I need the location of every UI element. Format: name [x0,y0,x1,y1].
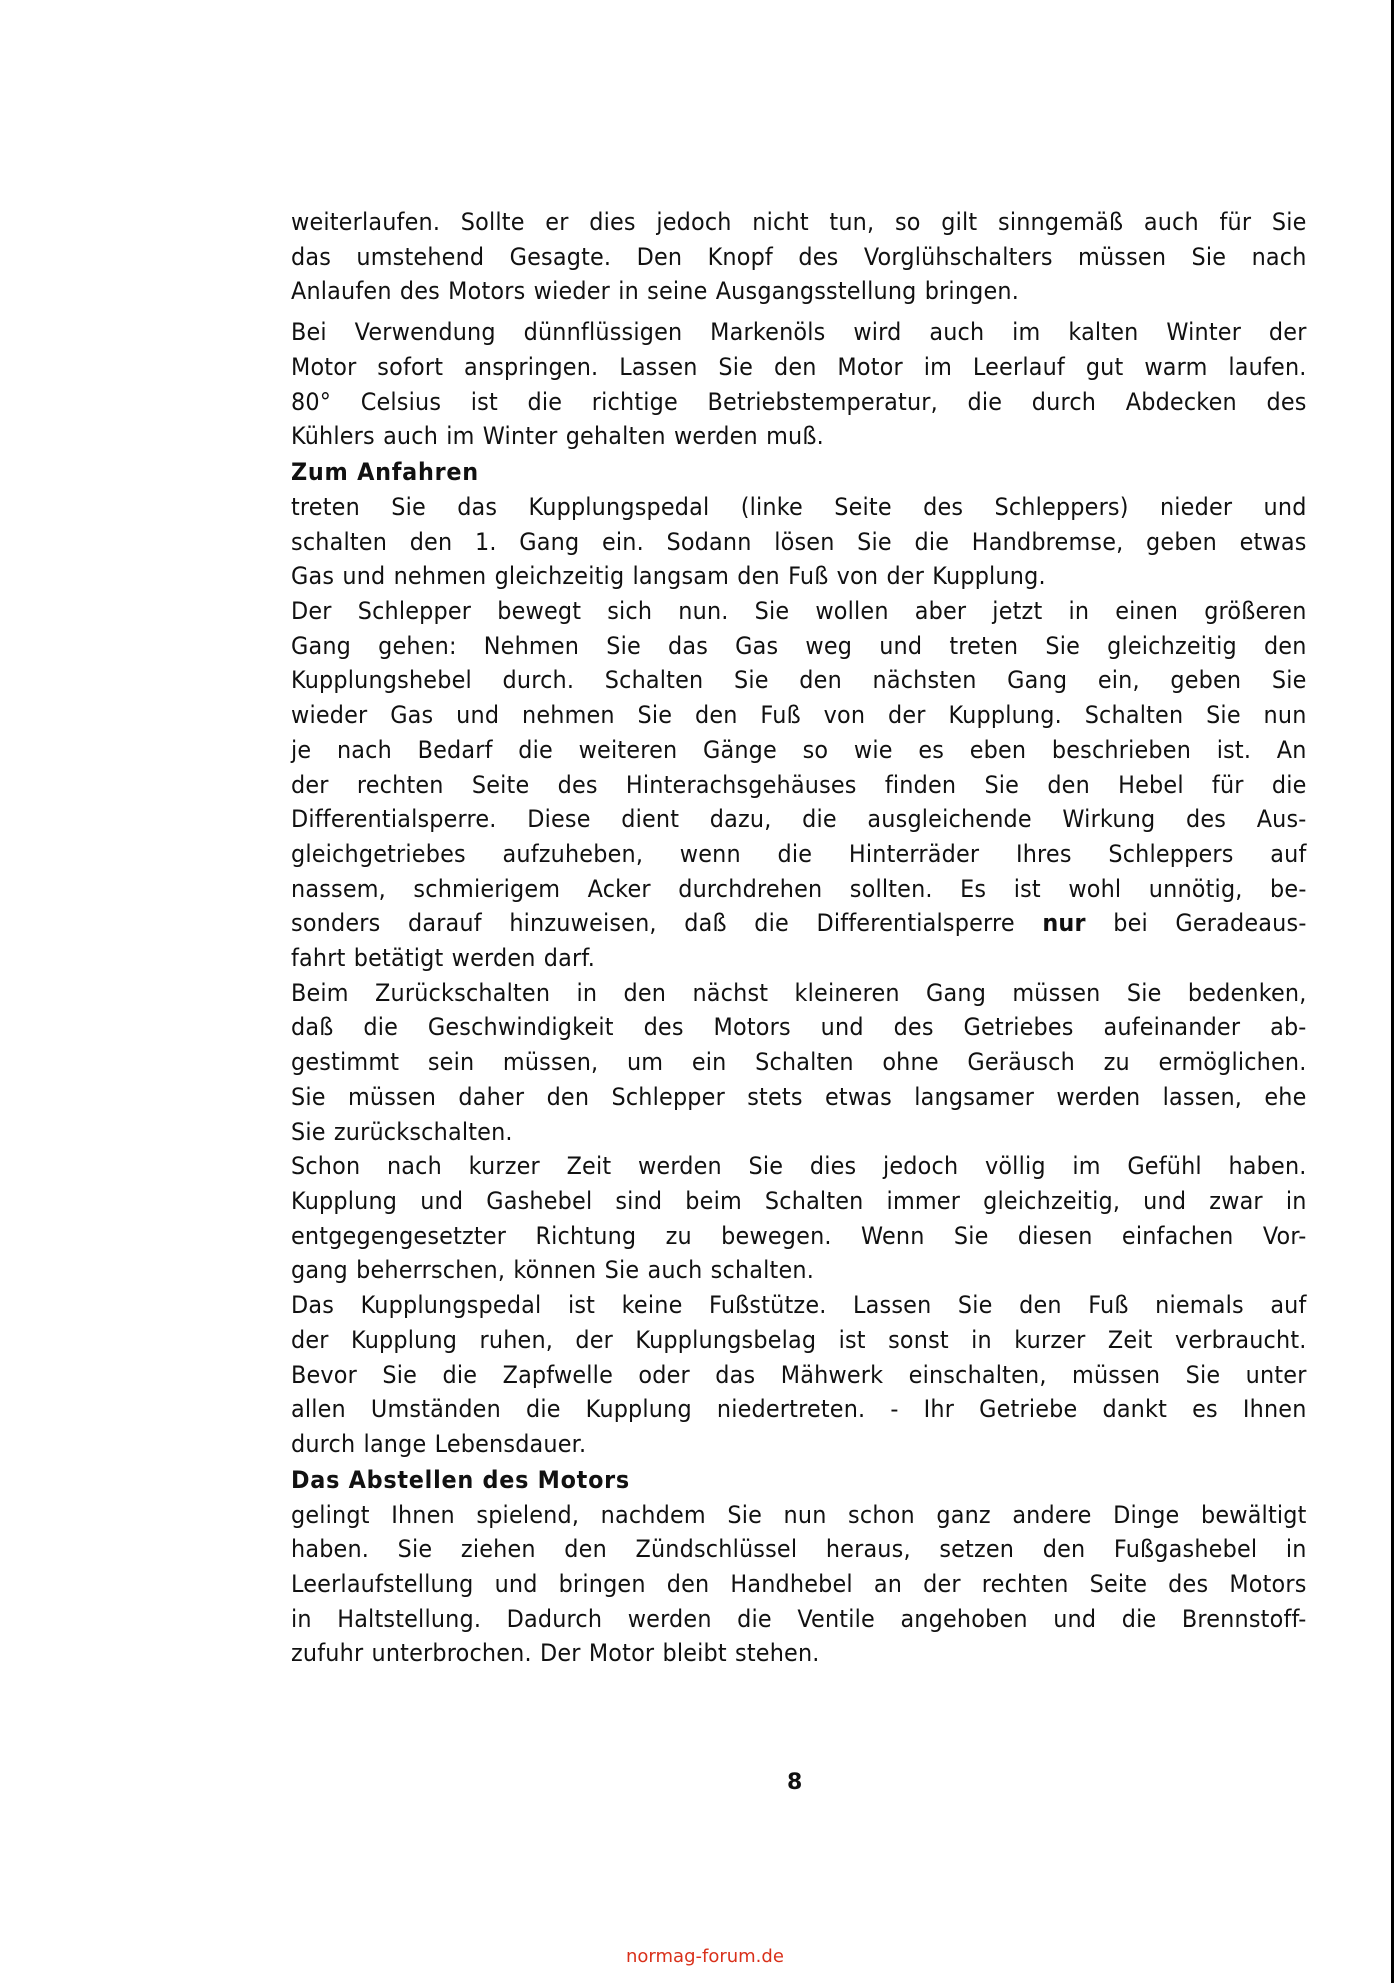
paragraph-shifting-differential-lock [291,594,1307,976]
text-line: treten Sie das Kupplungspedal (linke Seite des Schleppers) nieder und [291,492,1307,521]
text-line: Gang gehen: Nehmen Sie das Gas weg und treten Sie gleichzeitig den [291,631,1307,660]
text-line: zufuhr unterbrochen. Der Motor bleibt stehen. [291,1639,820,1668]
text-line: Sie zurückschalten. [291,1117,513,1146]
text-line: Beim Zurückschalten in den nächst kleineren Gang müssen Sie bedenken, [291,978,1307,1007]
paragraph-winter-oil [291,315,1307,454]
text-line: gelingt Ihnen spielend, nachdem Sie nun schon ganz andere Dinge bewältigt [291,1500,1307,1529]
page-number: 8 [787,1770,803,1795]
paragraph-glow-plug [291,205,1307,309]
text-line: entgegengesetzter Richtung zu bewegen. Wenn Sie diesen einfachen Vor- [291,1221,1307,1250]
text-line: Gas und nehmen gleichzeitig langsam den Fuß von der Kupplung. [291,562,1046,591]
text-line: fahrt betätigt werden darf. [291,944,596,973]
text-line: das umstehend Gesagte. Den Knopf des Vorglühschalters müssen Sie nach [291,242,1307,271]
section-heading-starting-off: Zum Anfahren [291,457,479,486]
text-line: nassem, schmierigem Acker durchdrehen sollten. Es ist wohl unnötig, be- [291,874,1307,903]
document-body [291,205,1306,1671]
text-line: Kupplungshebel durch. Schalten Sie den nächsten Gang ein, geben Sie [291,666,1307,695]
text-line-with-emphasis [291,906,1307,941]
section-heading-stopping-engine: Das Abstellen des Motors [291,1465,630,1494]
text-line: Bei Verwendung dünnflüssigen Markenöls wird auch im kalten Winter der [291,318,1307,347]
text-line: gestimmt sein müssen, um ein Schalten ohne Geräusch zu ermöglichen. [291,1048,1307,1077]
text-fragment: bei Geradeaus- [1085,909,1307,938]
text-line: Motor sofort anspringen. Lassen Sie den Motor im Leerlauf gut warm laufen. [291,352,1307,381]
text-line: Sie müssen daher den Schlepper stets etwas langsamer werden lassen, ehe [291,1082,1307,1111]
text-line: Anlaufen des Motors wieder in seine Ausgangsstellung bringen. [291,277,1020,306]
text-line: Schon nach kurzer Zeit werden Sie dies jedoch völlig im Gefühl haben. [291,1152,1307,1181]
text-line: gleichgetriebes aufzuheben, wenn die Hinterräder Ihres Schleppers auf [291,839,1307,868]
scan-page-edge [1391,0,1394,1983]
text-line: 80° Celsius ist die richtige Betriebstemperatur, die durch Abdecken des [291,387,1307,416]
source-watermark-link[interactable]: normag-forum.de [626,1946,784,1967]
text-line: Leerlaufstellung und bringen den Handhebel an der rechten Seite des Motors [291,1570,1307,1599]
text-line: wieder Gas und nehmen Sie den Fuß von der Kupplung. Schalten Sie nun [291,701,1307,730]
text-line: der Kupplung ruhen, der Kupplungsbelag ist sonst in kurzer Zeit verbraucht. [291,1325,1307,1354]
text-line: Kupplung und Gashebel sind beim Schalten immer gleichzeitig, und zwar in [291,1186,1307,1215]
paragraph-downshifting [291,976,1307,1150]
paragraph-clutch-pedal-care [291,1288,1307,1462]
paragraph-feel-for-shifting [291,1149,1307,1288]
text-line: in Haltstellung. Dadurch werden die Ventile angehoben und die Brennstoff- [291,1604,1307,1633]
text-line: durch lange Lebensdauer. [291,1429,587,1458]
text-line: Kühlers auch im Winter gehalten werden muß. [291,422,824,451]
text-line: gang beherrschen, können Sie auch schalten. [291,1256,814,1285]
emphasized-word: nur [1042,909,1086,938]
paragraph-clutch-first-gear [291,490,1307,594]
text-fragment: sonders darauf hinzuweisen, daß die Differentialsperre [291,909,1043,938]
text-line: daß die Geschwindigkeit des Motors und des Getriebes aufeinander ab- [291,1013,1307,1042]
text-line: weiterlaufen. Sollte er dies jedoch nicht tun, so gilt sinngemäß auch für Sie [291,208,1307,236]
text-line: Das Kupplungspedal ist keine Fußstütze. Lassen Sie den Fuß niemals auf [291,1291,1307,1320]
paragraph-stopping-engine [291,1498,1307,1672]
text-line: je nach Bedarf die weiteren Gänge so wie es eben beschrieben ist. An [291,735,1307,764]
text-line: haben. Sie ziehen den Zündschlüssel heraus, setzen den Fußgashebel in [291,1535,1307,1564]
text-line: allen Umständen die Kupplung niedertreten. - Ihr Getriebe dankt es Ihnen [291,1395,1307,1424]
text-line: Bevor Sie die Zapfwelle oder das Mähwerk einschalten, müssen Sie unter [291,1360,1307,1389]
text-line: Differentialsperre. Diese dient dazu, die ausgleichende Wirkung des Aus- [291,805,1307,834]
text-line: der rechten Seite des Hinterachsgehäuses finden Sie den Hebel für die [291,770,1307,799]
text-line: Der Schlepper bewegt sich nun. Sie wollen aber jetzt in einen größeren [291,597,1307,626]
text-line: schalten den 1. Gang ein. Sodann lösen Sie die Handbremse, geben etwas [291,527,1307,556]
